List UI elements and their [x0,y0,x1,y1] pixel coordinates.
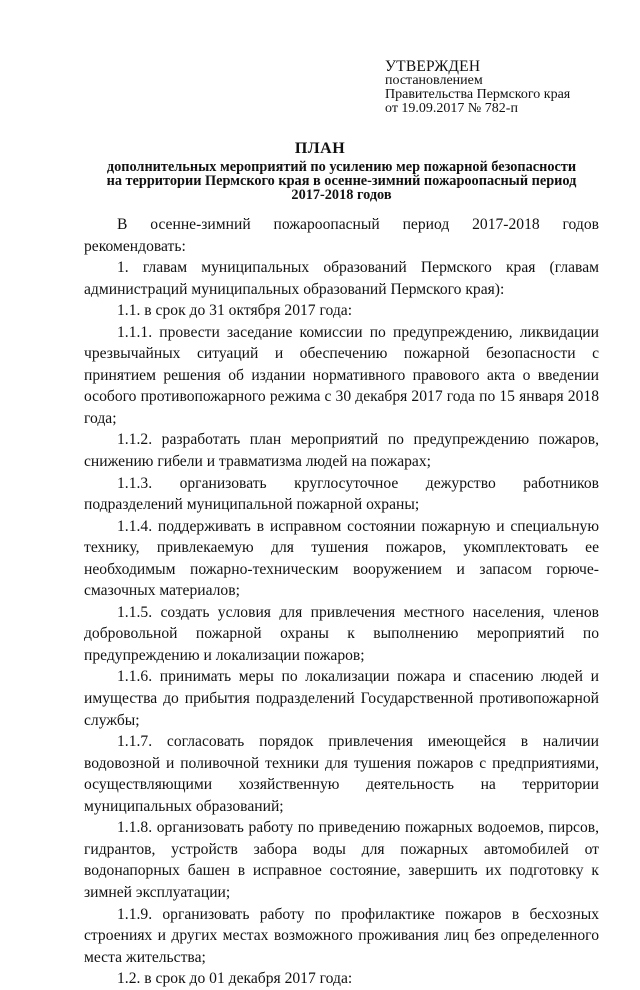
paragraph: 1.2. в срок до 01 декабря 2017 года: [117,970,353,988]
paragraph: 1.1. в срок до 31 октября 2017 года: [117,302,353,320]
paragraph: 1.1.3. организовать круглосуточное дежурство работников подразделений муниципальной пожарной охраны; [84,474,599,514]
paragraph: 1.1.7. согласовать порядок привлечения имеющейся в наличии водовозной и поливочной техники для тушения пожаров с предприятиями, осуществляющими хозяйственную деятельность на территории муниципальных образований; [84,733,599,815]
paragraph: 1.1.6. принимать меры по локализации пожара и спасению людей и имущества до прибытия подразделений Государственной противопожарной службы; [84,668,599,729]
document-title: ПЛАН [294,140,346,157]
paragraph: 1.1.4. поддерживать в исправном состоянии пожарную и специальную технику, привлекаемую для тушения пожаров, укомплектовать ее необходимым пожарно-техническим вооружением и запасом горюче-смазочных материалов; [84,517,599,600]
paragraph: 1.1.2. разработать план мероприятий по предупреждению пожаров, снижению гибели и травматизма людей на пожарах; [84,431,599,471]
document-body [84,214,599,990]
approval-stamp [385,60,570,116]
paragraph: В осенне-зимний пожароопасный период 2017-2018 годов рекомендовать: [84,216,599,255]
subtitle-line-1: дополнительных мероприятий по усилению мер пожарной безопасности [106,159,577,175]
approval-line-2: Правительства Пермского края [385,87,571,102]
approval-line-3: от 19.09.2017 № 782-п [385,101,518,116]
paragraph: 1.1.8. организовать работу по приведению пожарных водоемов, пирсов, гидрантов, устройств забора воды для пожарных автомобилей от водонапорных башен в исправное состояние, завершить их подготовку к зимней эксплуатации; [84,819,599,901]
paragraph: 1.1.1. провести заседание комиссии по предупреждению, ликвидации чрезвычайных ситуаций и обеспечению пожарной безопасности с принятием решения об издании нормативного правового акта о введении особого противопожарного режима с 30 декабря 2017 года по 15 января 2018 года; [84,323,599,427]
paragraph: 1.1.5. создать условия для привлечения местного населения, членов добровольной пожарной охраны к выполнению мероприятий по предупреждению и локализации пожаров; [84,603,599,664]
paragraph: 1. главам муниципальных образований Пермского края (главам администраций муниципальных образований Пермского края): [84,259,599,298]
document-subtitle [84,160,599,202]
paragraph: 1.1.9. организовать работу по профилактике пожаров в бесхозных строениях и других местах возможного проживания лиц без определенного места жительства; [84,905,599,966]
approval-heading: УТВЕРЖДЕН [385,58,481,75]
subtitle-line-3: 2017-2018 годов [291,187,392,203]
subtitle-line-2: на территории Пермского края в осенне-зимний пожароопасный период [106,173,577,189]
approval-line-1: постановлением [385,73,483,88]
